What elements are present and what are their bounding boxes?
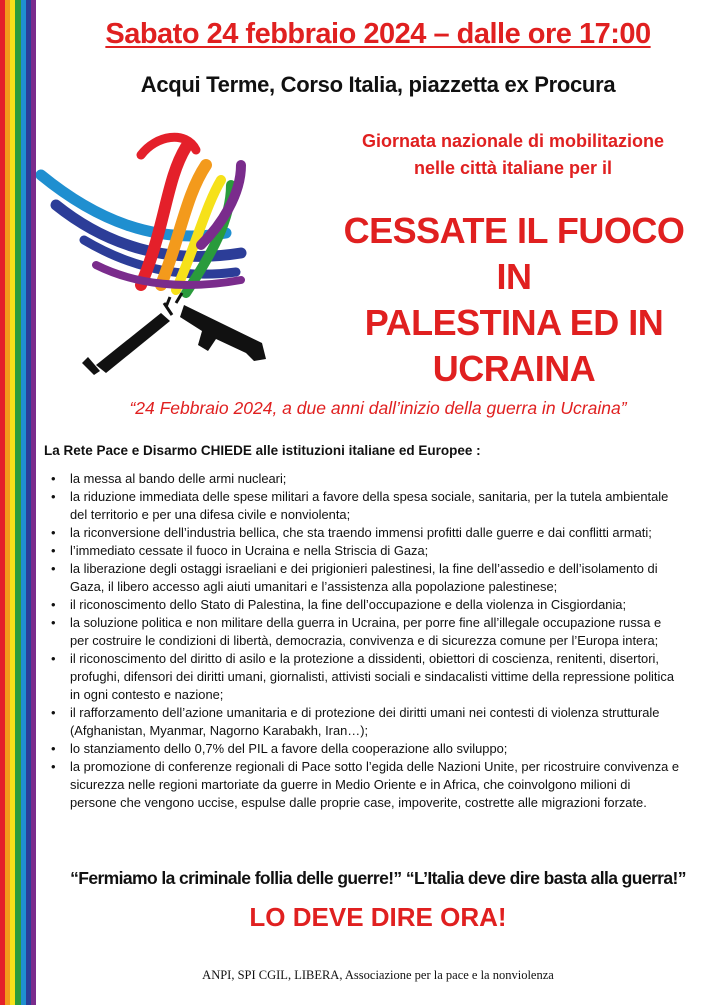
slogan: “Fermiamo la criminale follia delle guerre!” “L’Italia deve dire basta alla guerra!” — [70, 868, 686, 888]
final-call: LO DEVE DIRE ORA! — [249, 902, 507, 932]
mobilization-text — [336, 128, 690, 182]
event-place: Acqui Terme, Corso Italia, piazzetta ex Procura — [140, 72, 616, 97]
flyer — [36, 0, 720, 1005]
demand-item: • l’immediato cessate il fuoco in Ucraina e nella Striscia di Gaza; — [48, 542, 680, 560]
demand-item: • lo stanziamento dello 0,7% del PIL a favore della cooperazione allo sviluppo; — [48, 740, 680, 758]
demand-item: • la riduzione immediata delle spese militari a favore della spesa sociale, sanitaria, per la tutela ambientale del territorio e per una difesa civile e nonviolenta; — [48, 488, 680, 524]
headline-line: PALESTINA ED IN — [364, 302, 664, 343]
demand-item: • la liberazione degli ostaggi israeliani e dei prigionieri palestinesi, la fine dell’assedio e dell’isolamento di Gaza, il libero accesso agli aiuti umanitari e l’assistenza alla popolazione palestinese; — [48, 560, 680, 596]
peace-dove-breaking-rifle-icon — [36, 125, 276, 390]
mobilization-line: Giornata nazionale di mobilitazione — [361, 131, 665, 151]
demand-item: • il rafforzamento dell’azione umanitaria e di protezione dei diritti umani nei contesti di violenza strutturale (Afghanistan, Myanmar, Nagorno Karabakh, Iran…); — [48, 704, 680, 740]
mobilization-line: nelle città italiane per il — [413, 158, 613, 178]
headline-line: CESSATE IL FUOCO IN — [343, 210, 685, 297]
demand-item: • il riconoscimento dello Stato di Palestina, la fine dell’occupazione e della violenza in Cisgiordania; — [48, 596, 680, 614]
demands-intro: La Rete Pace e Disarmo CHIEDE alle istituzioni italiane ed Europee : — [44, 443, 481, 458]
demand-item: • la riconversione dell’industria bellica, che sta traendo immensi profitti dalle guerre e dai conflitti armati; — [48, 524, 680, 542]
headline — [328, 208, 700, 392]
demand-item: • la messa al bando delle armi nucleari; — [48, 470, 680, 488]
demands-list — [48, 470, 680, 812]
demand-item: • il riconoscimento del diritto di asilo e la protezione a dissidenti, obiettori di coscienza, renitenti, disertori, profughi, difensori dei diritti umani, giornalisti, attivisti sociali e sindacalisti vittime della repressione politica in ogni contesto e nazione; — [48, 650, 680, 704]
headline-line: UCRAINA — [432, 348, 596, 389]
demand-item: • la soluzione politica e non militare della guerra in Ucraina, per porre fine all’illegale occupazione russa e per costruire le condizioni di libertà, democrazia, convivenza e di sicurezza comune per l’Europa intera; — [48, 614, 680, 650]
demand-item: • la promozione di conferenze regionali di Pace sotto l’egida delle Nazioni Unite, per ricostruire convivenza e sicurezza nelle regioni martoriate da guerre in Medio Oriente e in Africa, che coinvolgono milioni di persone che vengono uccise, espulse dalle proprie case, impoverite, costrette alle migrazioni forzate. — [48, 758, 680, 812]
event-date: Sabato 24 febbraio 2024 – dalle ore 17:00 — [105, 18, 651, 50]
rainbow-border — [0, 0, 36, 1005]
organizers: ANPI, SPI CGIL, LIBERA, Associazione per la pace e la nonviolenza — [202, 968, 554, 982]
anniversary-quote: “24 Febbraio 2024, a due anni dall’inizio della guerra in Ucraina” — [129, 398, 627, 418]
